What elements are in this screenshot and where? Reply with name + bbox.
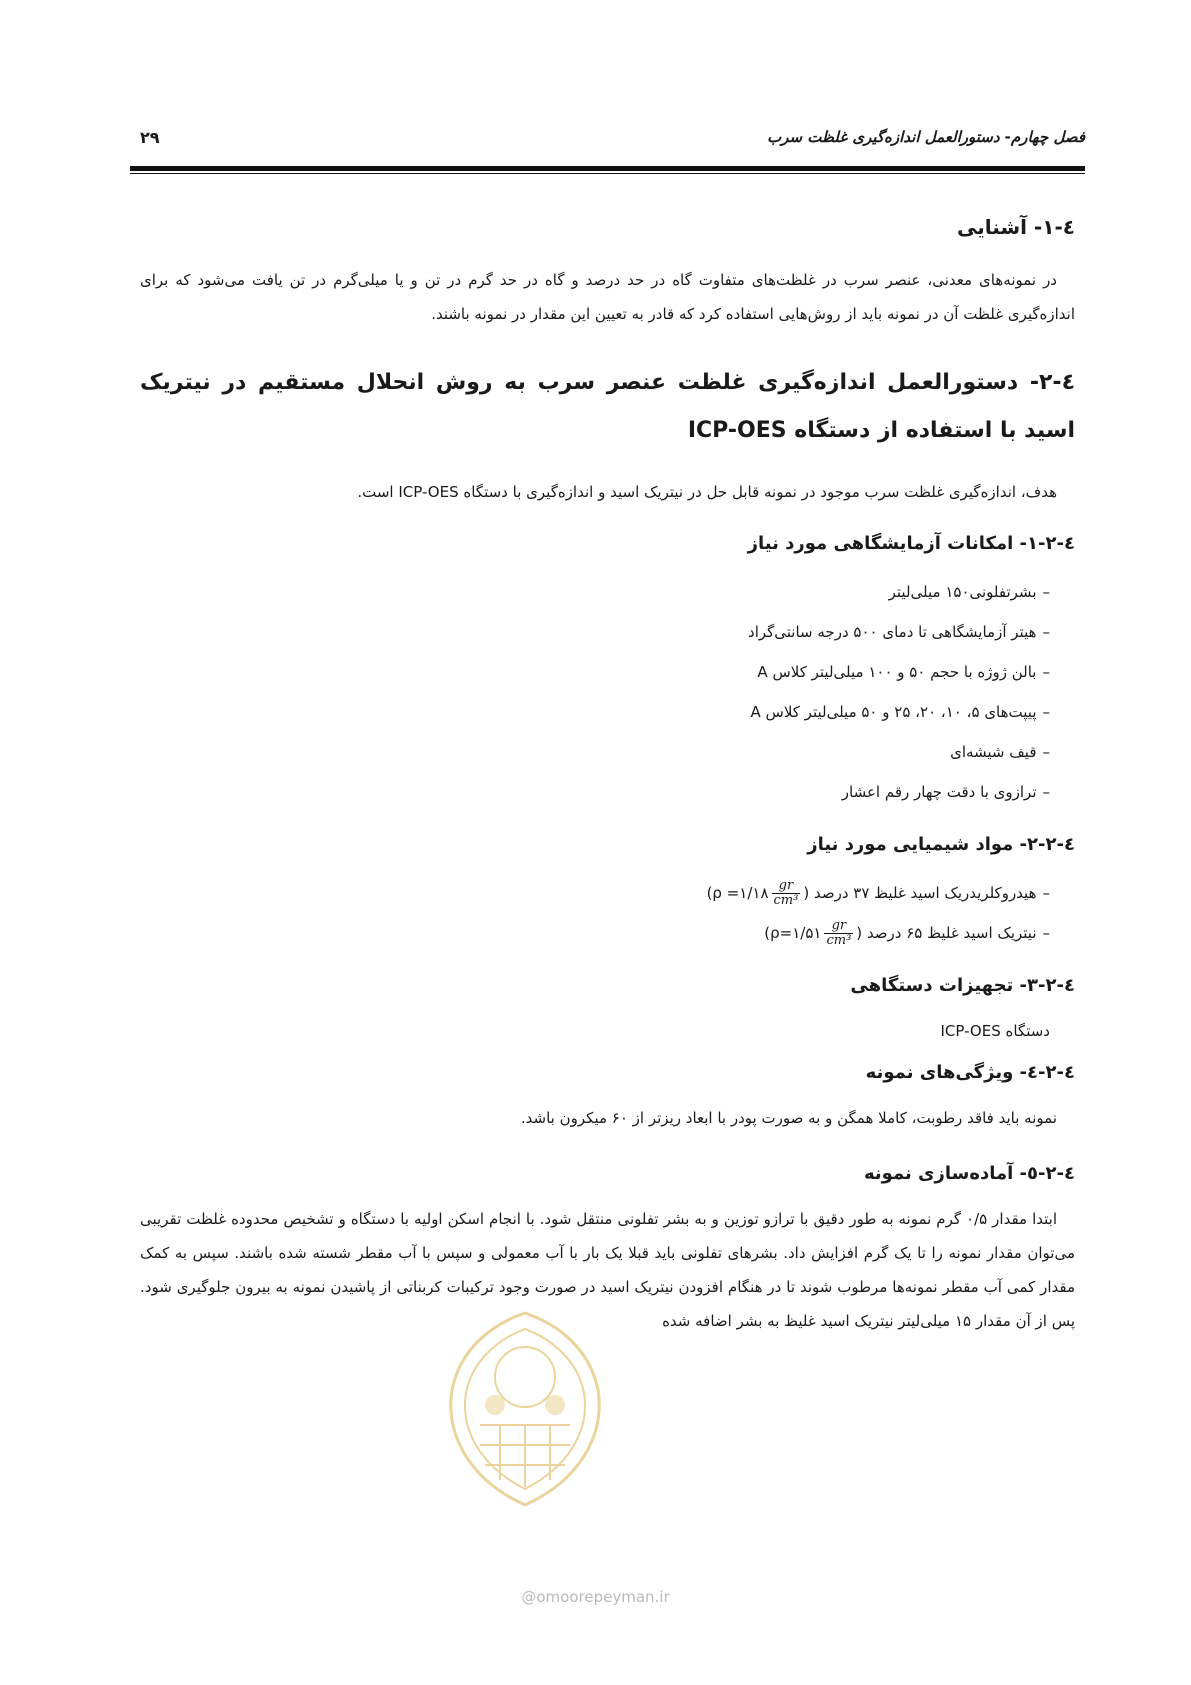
unit-numerator: gr (824, 919, 853, 934)
list-dash: – (1042, 663, 1050, 681)
list-item-text: هیدروکلریدریک اسید غلیظ ۳۷ درصد (813, 884, 1037, 902)
list-item (140, 772, 1050, 812)
page-number: ۲۹ (140, 128, 160, 147)
density-close: ) (803, 884, 810, 902)
density-prefix: (ρ =۱/۱۸ (706, 884, 769, 902)
footer-website: @omoorepeyman.ir (521, 1588, 670, 1606)
list-item-text: هیتر آزمایشگاهی تا دمای ۵۰۰ درجه سانتی‌گراد (748, 623, 1037, 641)
list-item-text: پیپت‌های ۵، ۱۰، ۲۰، ۲۵ و ۵۰ میلی‌لیتر کلاس A (750, 703, 1037, 721)
list-item (140, 732, 1050, 772)
list-item-text: نیتریک اسید غلیظ ۶۵ درصد (866, 924, 1037, 942)
list-item-text: ترازوی با دقت چهار رقم اعشار (841, 783, 1037, 801)
page-content (140, 215, 1075, 1338)
lab-equipment-list (140, 572, 1075, 812)
header-rule-thin (130, 173, 1085, 174)
density-value (706, 878, 810, 908)
instrument-name: دستگاه ICP-OES (940, 1022, 1050, 1040)
sample-preparation-paragraph: ابتدا مقدار ۰/۵ گرم نمونه به طور دقیق با ترازو توزین و به بشر تفلونی منتقل شود. با انجام اسکن اولیه با دستگاه و تشخیص محدوده غلظت تقریبی می‌توان مقدار نمونه را تا یک گرم افزایش داد. بشرهای تفلونی باید قبلا یک بار با آب معمولی و سپس با آب مقطر شسته شده باشند. سپس به کمک مقدار کمی آب مقطر نمونه‌ها مرطوب شوند تا در هنگام افزودن نیتریک اسید در صورت وجود ترکیبات کربناتی از پاشیدن نمونه به بیرون جلوگیری شود. پس از آن مقدار ۱۵ میلی‌لیتر نیتریک اسید غلیظ به بشر اضافه شده (140, 1210, 1075, 1330)
list-dash: – (1042, 743, 1050, 761)
list-dash: – (1042, 623, 1050, 641)
list-item (140, 913, 1050, 953)
subsection-heading-lab-equipment: ٤-٢-١- امکانات آزمایشگاهی مورد نیاز (747, 533, 1075, 554)
chapter-title: فصل چهارم- دستورالعمل اندازه‌گیری غلظت سرب (767, 128, 1085, 146)
method-objective-paragraph: هدف، اندازه‌گیری غلظت سرب موجود در نمونه قابل حل در نیتریک اسید و اندازه‌گیری با دستگاه ICP-OES است. (357, 483, 1057, 501)
header-rule-thick (130, 166, 1085, 171)
unit-numerator: gr (772, 879, 801, 894)
section-heading-introduction: ٤-١- آشنایی (957, 215, 1075, 239)
density-close: ) (856, 924, 863, 942)
density-unit (772, 879, 801, 908)
density-value (764, 918, 863, 948)
list-item (140, 612, 1050, 652)
list-item (140, 652, 1050, 692)
list-item (140, 873, 1050, 913)
list-item (140, 692, 1050, 732)
list-dash: – (1042, 884, 1050, 902)
list-item-text: بالن ژوژه با حجم ۵۰ و ۱۰۰ میلی‌لیتر کلاس A (757, 663, 1037, 681)
introduction-paragraph: در نمونه‌های معدنی، عنصر سرب در غلظت‌های متفاوت گاه در حد درصد و گاه در حد گرم در تن و یا میلی‌گرم در تن یافت می‌شود که برای اندازه‌گیری غلظت آن در نمونه باید از روش‌هایی استفاده کرد که قادر به تعیین این مقدار در نمونه باشند. (140, 271, 1075, 323)
subsection-heading-instruments: ٤-٢-٣- تجهیزات دستگاهی (850, 975, 1075, 996)
list-dash: – (1042, 783, 1050, 801)
list-item-text: قیف شیشه‌ای (950, 743, 1037, 761)
subsection-heading-chemicals: ٤-٢-٢- مواد شیمیایی مورد نیاز (807, 834, 1075, 855)
density-unit (824, 919, 853, 948)
list-dash: – (1042, 924, 1050, 942)
sample-properties-paragraph: نمونه باید فاقد رطوبت، کاملا همگن و به صورت پودر با ابعاد ریزتر از ۶۰ میکرون باشد. (520, 1109, 1057, 1127)
unit-denominator: cm³ (773, 893, 799, 908)
page-header (130, 128, 1085, 156)
density-prefix: (ρ=۱/۵۱ (764, 924, 822, 942)
list-item-text: بشرتفلونی۱۵۰ میلی‌لیتر (888, 583, 1037, 601)
list-dash: – (1042, 583, 1050, 601)
chemicals-list (140, 873, 1075, 953)
section-heading-method: ٤-٢- دستورالعمل اندازه‌گیری غلظت عنصر سرب به روش انحلال مستقیم در نیتریک اسید با استفاده از دستگاه ICP-OES (140, 370, 1075, 443)
subsection-heading-sample-preparation: ٤-٢-٥- آماده‌سازی نمونه (863, 1163, 1075, 1184)
unit-denominator: cm³ (826, 933, 852, 948)
subsection-heading-sample-properties: ٤-٢-٤- ویژگی‌های نمونه (865, 1062, 1075, 1083)
watermark-seal-icon (440, 1305, 610, 1515)
list-dash: – (1042, 703, 1050, 721)
list-item (140, 572, 1050, 612)
